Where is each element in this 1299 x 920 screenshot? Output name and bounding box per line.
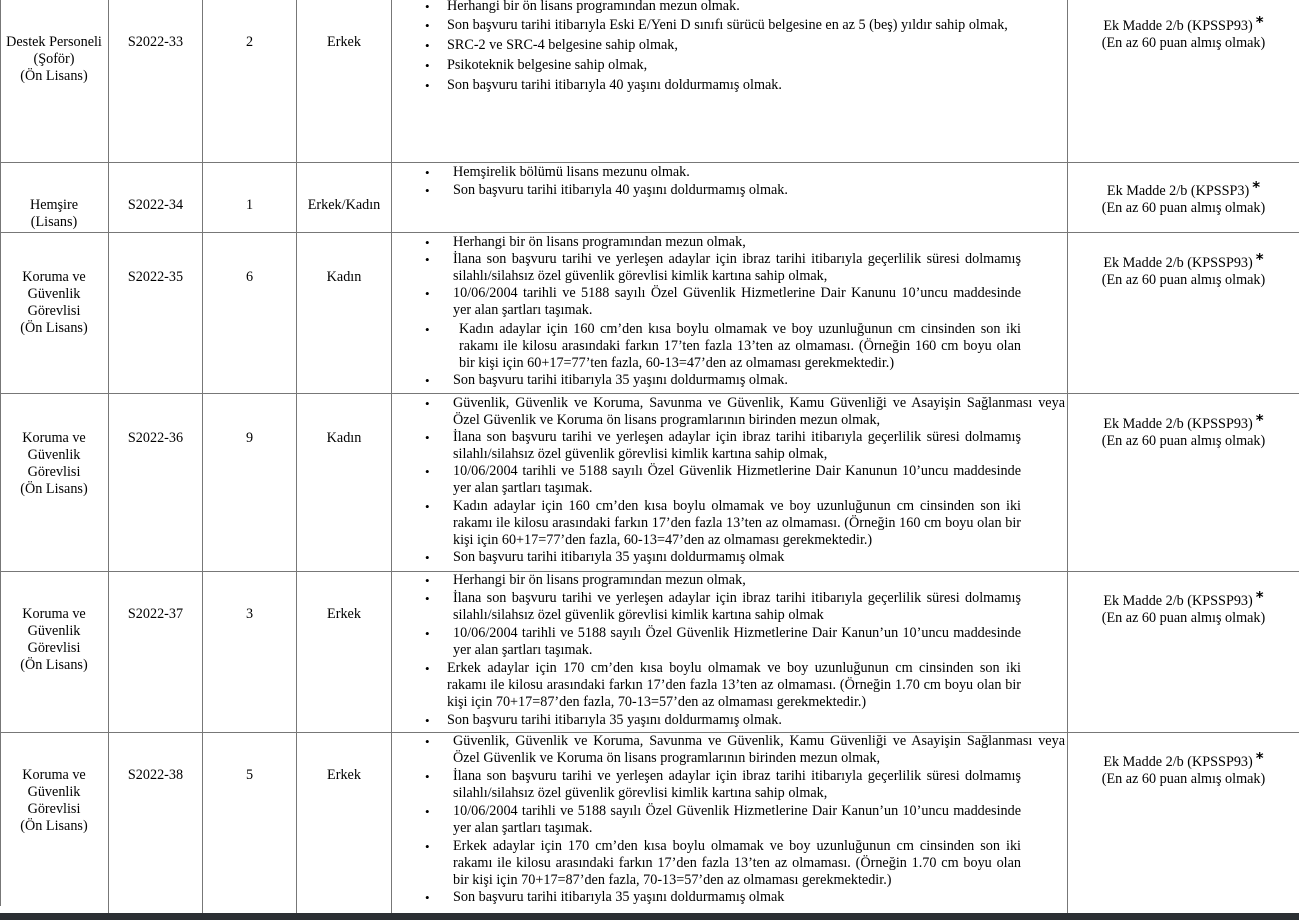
requirement-item: • Erkek adaylar için 170 cm’den kısa boylu olmamak ve boy uzunluğunun cm cinsinden son iki rakamı ile kilosu arasındaki farkın 17’den fazla 13’ten az olmaması. (Örneğin 1.70 cm boyu olan bir kişi için 70+17=87’den fazla, 70-13=57’den az olmaması gerekmektedir.) bbox=[392, 838, 1067, 889]
requirements-list bbox=[392, 733, 1067, 906]
position-code-cell bbox=[109, 233, 203, 393]
position-code: S2022-34 bbox=[127, 197, 184, 213]
requirement-item: • Son başvuru tarihi itibarıyla 35 yaşını doldurmamış olmak. bbox=[392, 712, 1067, 729]
position-title-line: (Şoför) bbox=[33, 51, 75, 67]
position-title-line: Hemşire bbox=[29, 197, 79, 213]
position-code: S2022-35 bbox=[127, 269, 184, 285]
position-code-cell bbox=[109, 572, 203, 732]
requirement-item: • Hemşirelik bölümü lisans mezunu olmak. bbox=[392, 164, 1067, 181]
position-title-line: Koruma ve bbox=[22, 767, 86, 783]
table-row bbox=[0, 733, 1299, 913]
requirement-item: • Herhangi bir ön lisans programından mezun olmak. bbox=[392, 0, 1067, 15]
requirement-item: • Son başvuru tarihi itibarıyla 40 yaşını doldurmamış olmak. bbox=[392, 182, 1067, 199]
requirement-item: • Psikoteknik belgesine sahip olmak, bbox=[392, 57, 1067, 74]
score-type: Ek Madde 2/b (KPSSP93) bbox=[1103, 416, 1253, 432]
requirement-item: • Herhangi bir ön lisans programından mezun olmak, bbox=[392, 572, 1067, 589]
requirement-item: • Güvenlik, Güvenlik ve Koruma, Savunma ve Güvenlik, Kamu Güvenliği ve Asayişin Sağlanması veya Özel Güvenlik ve Koruma ön lisans programlarının birinden mezun olmak, bbox=[392, 395, 1067, 429]
gender: Erkek bbox=[327, 34, 361, 50]
requirements-cell bbox=[392, 233, 1068, 393]
position-count: 1 bbox=[245, 197, 254, 213]
requirement-item: • İlana son başvuru tarihi ve yerleşen adaylar için ibraz tarihi itibarıyla geçerlilik süresi dolmamış silahlı/silahsız özel güvenlik görevlisi kimlik kartına sahip olmak bbox=[392, 590, 1067, 624]
position-count: 6 bbox=[245, 269, 254, 285]
position-title-line: (Ön Lisans) bbox=[20, 657, 88, 673]
score-type: Ek Madde 2/b (KPSSP93) bbox=[1103, 255, 1253, 271]
asterisk-icon: * bbox=[1255, 411, 1264, 429]
position-code-cell bbox=[109, 394, 203, 571]
asterisk-icon: * bbox=[1255, 588, 1264, 606]
position-code-cell bbox=[109, 163, 203, 232]
table-row bbox=[0, 572, 1299, 732]
requirements-list bbox=[392, 164, 1067, 199]
requirement-item: • Kadın adaylar için 160 cm’den kısa boylu olmamak ve boy uzunluğunun cm cinsinden son iki rakamı ile kilosu arasındaki farkın 17’den fazla 13’ten az olmaması. (Örneğin 160 cm boyu olan bir kişi için 60+17=77’den fazla, 60-13=47’den az olmaması gerekmektedir.) bbox=[392, 498, 1067, 549]
position-title-line: Güvenlik bbox=[27, 286, 81, 302]
position-title-line: Koruma ve bbox=[22, 269, 86, 285]
requirement-item: • 10/06/2004 tarihli ve 5188 sayılı Özel Güvenlik Hizmetlerine Dair Kanun’un 10’uncu maddesinde yer alan şartları taşımak. bbox=[392, 803, 1067, 837]
score-type: Ek Madde 2/b (KPSSP93) bbox=[1103, 18, 1253, 34]
requirement-item: • Güvenlik, Güvenlik ve Koruma, Savunma ve Güvenlik, Kamu Güvenliği ve Asayişin Sağlanması veya Özel Güvenlik ve Koruma ön lisans programlarının birinden mezun olmak, bbox=[392, 733, 1067, 767]
position-count-cell bbox=[203, 163, 297, 232]
requirement-item: • 10/06/2004 tarihli ve 5188 sayılı Özel Güvenlik Hizmetlerine Dair Kanunu 10’uncu maddesinde yer alan şartları taşımak. bbox=[392, 285, 1067, 319]
position-code-cell bbox=[109, 733, 203, 913]
position-title-cell bbox=[0, 0, 109, 162]
gender-cell bbox=[297, 394, 392, 571]
gender: Erkek bbox=[327, 606, 361, 622]
position-title-line: (Ön Lisans) bbox=[20, 68, 88, 84]
position-title-cell bbox=[0, 733, 109, 913]
position-count-cell bbox=[203, 0, 297, 162]
gender-cell bbox=[297, 163, 392, 232]
score-cell bbox=[1068, 163, 1299, 232]
score-note: (En az 60 puan almış olmak) bbox=[1101, 200, 1266, 216]
position-title-cell bbox=[0, 233, 109, 393]
requirements-list bbox=[392, 234, 1067, 389]
table-row bbox=[0, 233, 1299, 393]
position-title-line: Görevlisi bbox=[27, 801, 81, 817]
asterisk-icon: * bbox=[1255, 13, 1264, 31]
score-type: Ek Madde 2/b (KPSSP93) bbox=[1103, 754, 1253, 770]
requirements-list bbox=[392, 572, 1067, 729]
requirement-item: • 10/06/2004 tarihli ve 5188 sayılı Özel Güvenlik Hizmetlerine Dair Kanunun 10’uncu maddesinde yer alan şartları taşımak. bbox=[392, 463, 1067, 497]
requirement-item: • Erkek adaylar için 170 cm’den kısa boylu olmamak ve boy uzunluğunun cm cinsinden son iki rakamı ile kilosu arasındaki farkın 17’den fazla 13’ten az olmaması. (Örneğin 1.70 cm boyu olan bir kişi için 70+17=87’den fazla, 70-13=57’den az olmaması gerekmektedir.) bbox=[392, 660, 1067, 711]
requirement-item: • Son başvuru tarihi itibarıyla 35 yaşını doldurmamış olmak. bbox=[392, 372, 1067, 389]
position-code: S2022-36 bbox=[127, 430, 184, 446]
requirement-item: • Son başvuru tarihi itibarıyla 40 yaşını doldurmamış olmak. bbox=[392, 77, 1067, 94]
position-code: S2022-33 bbox=[127, 34, 184, 50]
position-title-cell bbox=[0, 163, 109, 232]
position-count-cell bbox=[203, 572, 297, 732]
asterisk-icon: * bbox=[1255, 749, 1264, 767]
position-title-line: (Ön Lisans) bbox=[20, 320, 88, 336]
position-title-line: Güvenlik bbox=[27, 784, 81, 800]
position-title-cell bbox=[0, 394, 109, 571]
score-note: (En az 60 puan almış olmak) bbox=[1101, 610, 1266, 626]
score-cell bbox=[1068, 733, 1299, 913]
position-title-line: Koruma ve bbox=[22, 606, 86, 622]
requirements-cell bbox=[392, 163, 1068, 232]
position-title-line: (Ön Lisans) bbox=[20, 481, 88, 497]
position-title-cell bbox=[0, 572, 109, 732]
asterisk-icon: * bbox=[1255, 250, 1264, 268]
position-code: S2022-37 bbox=[127, 606, 184, 622]
requirement-item: • İlana son başvuru tarihi ve yerleşen adaylar için ibraz tarihi itibarıyla geçerlilik süresi dolmamış silahlı/silahsız özel güvenlik görevlisi kimlik kartına sahip olmak, bbox=[392, 768, 1067, 802]
position-title-line: Görevlisi bbox=[27, 640, 81, 656]
position-count: 9 bbox=[245, 430, 254, 446]
requirement-item: • SRC-2 ve SRC-4 belgesine sahip olmak, bbox=[392, 37, 1067, 54]
gender-cell bbox=[297, 0, 392, 162]
score-note: (En az 60 puan almış olmak) bbox=[1101, 35, 1266, 51]
gender: Erkek/Kadın bbox=[307, 197, 381, 213]
requirement-item: • 10/06/2004 tarihli ve 5188 sayılı Özel Güvenlik Hizmetlerine Dair Kanun’un 10’uncu maddesinde yer alan şartları taşımak. bbox=[392, 625, 1067, 659]
position-title-line: Görevlisi bbox=[27, 464, 81, 480]
position-count: 5 bbox=[245, 767, 254, 783]
score-cell bbox=[1068, 0, 1299, 162]
requirement-item: • Herhangi bir ön lisans programından mezun olmak, bbox=[392, 234, 1067, 251]
score-note: (En az 60 puan almış olmak) bbox=[1101, 771, 1266, 787]
position-title-line: Güvenlik bbox=[27, 447, 81, 463]
requirement-item: • Son başvuru tarihi itibarıyla Eski E/Yeni D sınıfı sürücü belgesine en az 5 (beş) yıldır sahip olmak, bbox=[392, 17, 1067, 34]
position-code: S2022-38 bbox=[127, 767, 184, 783]
gender: Kadın bbox=[326, 430, 362, 446]
position-title-line: Görevlisi bbox=[27, 303, 81, 319]
score-cell bbox=[1068, 572, 1299, 732]
table-row bbox=[0, 394, 1299, 571]
requirements-cell bbox=[392, 572, 1068, 732]
position-count-cell bbox=[203, 394, 297, 571]
position-count-cell bbox=[203, 733, 297, 913]
requirements-cell bbox=[392, 733, 1068, 913]
position-title-line: Destek Personeli bbox=[6, 34, 102, 50]
viewer-bottom-bar bbox=[0, 913, 1299, 920]
gender-cell bbox=[297, 233, 392, 393]
table-row bbox=[0, 0, 1299, 162]
gender: Kadın bbox=[326, 269, 362, 285]
score-cell bbox=[1068, 233, 1299, 393]
position-code-cell bbox=[109, 0, 203, 162]
requirement-item: • Kadın adaylar için 160 cm’den kısa boylu olmamak ve boy uzunluğunun cm cinsinden son iki rakamı ile kilosu arasındaki farkın 17’ten fazla 13’ten az olmaması. (Örneğin 160 cm boyu olan bir kişi için 60+17=77’ten fazla, 60-13=47’den az olmaması gerekmektedir.) bbox=[392, 321, 1067, 372]
score-type: Ek Madde 2/b (KPSSP3) bbox=[1106, 183, 1250, 199]
requirement-item: • İlana son başvuru tarihi ve yerleşen adaylar için ibraz tarihi itibarıyla geçerlilik süresi dolmamış silahlı/silahsız özel güvenlik görevlisi kimlik kartına sahip olmak, bbox=[392, 251, 1067, 285]
score-note: (En az 60 puan almış olmak) bbox=[1101, 433, 1266, 449]
score-cell bbox=[1068, 394, 1299, 571]
table-row bbox=[0, 163, 1299, 232]
requirements-cell bbox=[392, 394, 1068, 571]
score-note: (En az 60 puan almış olmak) bbox=[1101, 272, 1266, 288]
position-title-line: (Lisans) bbox=[30, 214, 78, 230]
score-type: Ek Madde 2/b (KPSSP93) bbox=[1103, 593, 1253, 609]
position-count: 3 bbox=[245, 606, 254, 622]
position-title-line: (Ön Lisans) bbox=[20, 818, 88, 834]
asterisk-icon: * bbox=[1252, 178, 1261, 196]
requirement-item: • İlana son başvuru tarihi ve yerleşen adaylar için ibraz tarihi itibarıyla geçerlilik süresi dolmamış silahlı/silahsız özel güvenlik görevlisi kimlik kartına sahip olmak, bbox=[392, 429, 1067, 463]
requirement-item: • Son başvuru tarihi itibarıyla 35 yaşını doldurmamış olmak bbox=[392, 549, 1067, 566]
position-count-cell bbox=[203, 233, 297, 393]
gender: Erkek bbox=[327, 767, 361, 783]
gender-cell bbox=[297, 572, 392, 732]
requirements-list bbox=[392, 0, 1067, 94]
position-count: 2 bbox=[245, 34, 254, 50]
requirements-list bbox=[392, 395, 1067, 566]
gender-cell bbox=[297, 733, 392, 913]
position-title-line: Güvenlik bbox=[27, 623, 81, 639]
position-title-line: Koruma ve bbox=[22, 430, 86, 446]
requirements-cell bbox=[392, 0, 1068, 162]
requirement-item: • Son başvuru tarihi itibarıyla 35 yaşını doldurmamış olmak bbox=[392, 889, 1067, 906]
